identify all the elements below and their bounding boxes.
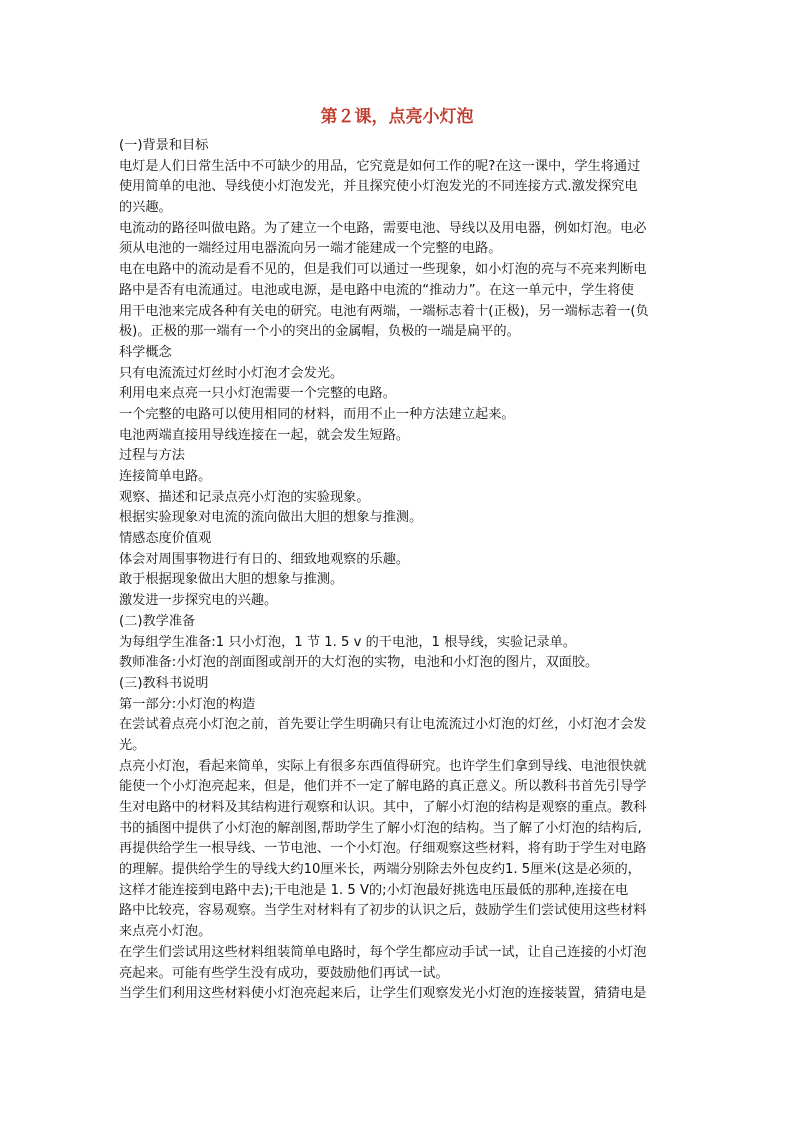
text-line: 须从电池的一端经过用电器流向另一端才能建成一个完整的电路。 xyxy=(119,241,502,257)
text-line: 体会对周围事物进行有日的、细致地观察的乐趣。 xyxy=(119,551,410,567)
text-line: 点亮小灯泡，看起来简单，实际上有很多东西值得研究。也许学生们拿到导线、电池很快就 xyxy=(119,758,647,774)
text-line: 为每组学生准备:1 只小灯泡，1 节 1. 5 v 的干电池，1 根导线，实验记录单。 xyxy=(119,634,576,650)
text-line: 电在电路中的流动是看不见的，但是我们可以通过一些现象，如小灯泡的亮与不亮来判断电 xyxy=(119,262,647,278)
text-line: 情感态度价值观 xyxy=(119,531,212,547)
text-line: 利用电来点亮一只小灯泡需要一个完整的电路。 xyxy=(119,386,396,402)
text-line: 生对电路中的材料及其结构进行观察和认识。其中，了解小灯泡的结构是观察的重点。教科 xyxy=(119,800,647,815)
text-line: 电池两端直接用导线连接在一起，就会发生短路。 xyxy=(119,427,410,443)
text-line: 使用简单的电池、导线使小灯泡发光，并且探究使小灯泡发光的不同连接方式.激发探究电 xyxy=(119,179,638,195)
page-title: 第２课，点亮小灯泡 xyxy=(320,107,474,127)
text-line: 书的插图中提供了小灯泡的解剖图,帮助学生了解小灯泡的结构。当了解了小灯泡的结构后, xyxy=(119,820,642,836)
text-line: 光。 xyxy=(119,737,146,753)
text-line: (二)教学准备 xyxy=(119,613,196,629)
text-line: 只有电流流过灯丝时小灯泡才会发光。 xyxy=(119,365,344,381)
text-line: (三)教科书说明 xyxy=(119,675,209,691)
text-line: 这样才能连接到电路中去);干电池是 1. 5 V的;小灯泡最好挑选电压最低的那种,连接在电 xyxy=(119,882,629,898)
text-line: 第一部分:小灯泡的构造 xyxy=(119,696,256,712)
text-line: 电灯是人们日常生活中不可缺少的用品，它究竟是如何工作的呢?在这一课中，学生将通过 xyxy=(119,158,641,174)
text-line: 根据实验现象对电流的流向做出大胆的想象与推测。 xyxy=(119,510,423,526)
text-line: 教师准备:小灯泡的剖面图或剖开的大灯泡的实物，电池和小灯泡的图片，双面胶。 xyxy=(119,655,599,671)
text-line: 电流动的路径叫做电路。为了建立一个电路，需要电池、导线以及用电器，例如灯泡。电必 xyxy=(119,220,647,236)
text-line: 能使一个小灯泡亮起来，但是，他们并不一定了解电路的真正意义。所以教科书首先引导学 xyxy=(119,779,647,795)
text-line: 再提供给学生一根导线、一节电池、一个小灯泡。仔细观察这些材料，将有助于学生对电路 xyxy=(119,841,647,857)
text-line: 用干电池来完成各种有关电的研究。电池有两端，一端标志着十(正极)，另一端标志着一(负 xyxy=(119,303,649,319)
text-line: 敢于根据现象做出大胆的想象与推测。 xyxy=(119,572,344,588)
text-line: 连接简单电路。 xyxy=(119,469,212,484)
text-line: 亮起来。可能有些学生没有成功，要鼓励他们再试一试。 xyxy=(119,965,449,981)
text-line: 的兴趣。 xyxy=(119,200,172,216)
text-line: 过程与方法 xyxy=(119,448,185,464)
text-line: 一个完整的电路可以使用相同的材料，而用不止一种方法建立起来。 xyxy=(119,406,515,422)
text-line: 极)。正极的那一端有一个小的突出的金属帽，负极的一端是扁平的。 xyxy=(119,324,520,340)
text-line: 路中比较亮，容易观察。当学生对材料有了初步的认识之后，鼓励学生们尝试使用这些材料 xyxy=(119,903,647,919)
text-line: 当学生们利用这些材料使小灯泡亮起来后，让学生们观察发光小灯泡的连接装置，猜猜电是 xyxy=(119,986,647,1002)
document-body xyxy=(119,136,679,1005)
text-line: 在学生们尝试用这些材料组装简单电路时，每个学生都应动手试一试，让自己连接的小灯泡 xyxy=(119,944,647,960)
text-line: (一)背景和目标 xyxy=(119,138,209,153)
text-line: 在尝试着点亮小灯泡之前，首先要让学生明确只有让电流流过小灯泡的灯丝，小灯泡才会发 xyxy=(119,717,647,733)
text-line: 路中是否有电流通过。电池或电源，是电路中电流的“推动力”。在这一单元中，学生将使 xyxy=(119,282,634,298)
text-line: 观察、描述和记录点亮小灯泡的实验现象。 xyxy=(119,489,370,505)
text-line: 来点亮小灯泡。 xyxy=(119,924,212,940)
text-line: 激发进一步探究电的兴趣。 xyxy=(119,593,278,609)
text-line: 的理解。提供给学生的导线大约10厘米长，两端分别除去外包皮约1. 5厘米(这是必须的， xyxy=(119,862,641,878)
text-line: 科学概念 xyxy=(119,344,172,360)
